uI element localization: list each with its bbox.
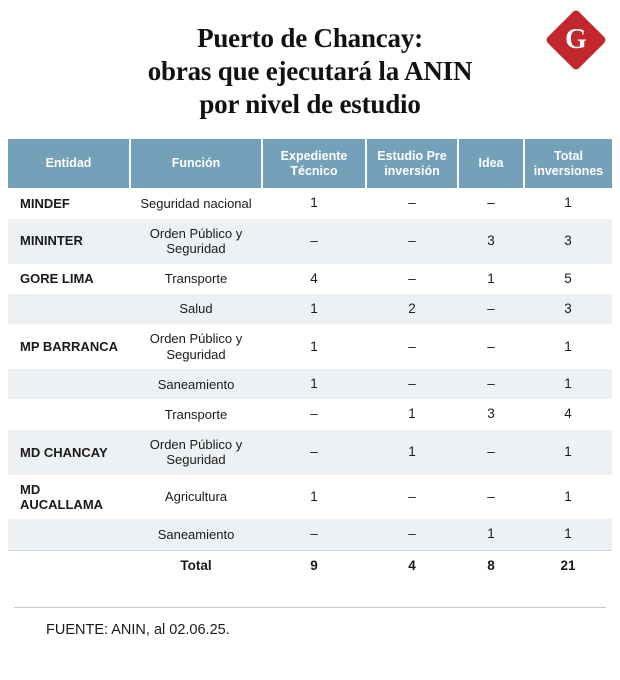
cell-estudio-pre-inversion: 1 — [366, 399, 458, 429]
cell-idea: – — [458, 475, 524, 520]
cell-funcion: Transporte — [130, 399, 262, 429]
table-row — [8, 369, 612, 399]
column-header-total-inversiones: Total inversiones — [524, 139, 612, 189]
page-title-line-3: por nivel de estudio — [199, 88, 421, 119]
table-row — [8, 294, 612, 324]
table-row — [8, 519, 612, 550]
cell-total-estudio-pre-inversion: 4 — [366, 550, 458, 581]
column-header-entidad: Entidad — [8, 139, 130, 189]
cell-estudio-pre-inversion: 2 — [366, 294, 458, 324]
cell-expediente-tecnico: 1 — [262, 475, 366, 520]
cell-idea: – — [458, 188, 524, 218]
cell-idea: 1 — [458, 264, 524, 294]
cell-total-inversiones: 1 — [524, 430, 612, 475]
cell-funcion: Agricultura — [130, 475, 262, 520]
cell-funcion: Saneamiento — [130, 369, 262, 399]
page-title-line-2: obras que ejecutará la ANIN — [147, 55, 473, 86]
cell-estudio-pre-inversion: – — [366, 264, 458, 294]
page-title-line-1: Puerto de Chancay: — [197, 23, 423, 53]
cell-funcion: Saneamiento — [130, 519, 262, 550]
cell-estudio-pre-inversion: – — [366, 519, 458, 550]
column-header-estudio-pre-inversion: Estudio Pre inversión — [366, 139, 458, 189]
page-title — [0, 0, 620, 121]
cell-entidad — [8, 369, 130, 399]
cell-entidad: MP BARRANCA — [8, 324, 130, 369]
table-body — [8, 188, 612, 581]
cell-idea: – — [458, 294, 524, 324]
table-row — [8, 430, 612, 475]
cell-entidad — [8, 399, 130, 429]
cell-funcion: Orden Público y Seguridad — [130, 430, 262, 475]
table-header — [8, 139, 612, 189]
cell-idea: – — [458, 324, 524, 369]
cell-expediente-tecnico: 1 — [262, 369, 366, 399]
cell-total-inversiones: 3 — [524, 219, 612, 264]
cell-entidad: MINDEF — [8, 188, 130, 218]
cell-expediente-tecnico: – — [262, 519, 366, 550]
investments-table — [8, 139, 612, 581]
cell-total-idea: 8 — [458, 550, 524, 581]
cell-idea: 3 — [458, 219, 524, 264]
cell-total-spacer — [8, 550, 130, 581]
column-header-funcion: Función — [130, 139, 262, 189]
cell-total-inversiones: 5 — [524, 264, 612, 294]
cell-expediente-tecnico: 1 — [262, 188, 366, 218]
cell-funcion: Transporte — [130, 264, 262, 294]
table-total-row — [8, 550, 612, 581]
table-row — [8, 399, 612, 429]
cell-funcion: Orden Público y Seguridad — [130, 219, 262, 264]
cell-total-inversiones: 1 — [524, 324, 612, 369]
column-header-idea: Idea — [458, 139, 524, 189]
cell-funcion: Orden Público y Seguridad — [130, 324, 262, 369]
cell-idea: – — [458, 369, 524, 399]
cell-expediente-tecnico: 1 — [262, 324, 366, 369]
cell-entidad: MD CHANCAY — [8, 430, 130, 475]
cell-estudio-pre-inversion: – — [366, 188, 458, 218]
cell-total-inversiones: 3 — [524, 294, 612, 324]
cell-estudio-pre-inversion: – — [366, 475, 458, 520]
cell-total-expediente-tecnico: 9 — [262, 550, 366, 581]
cell-expediente-tecnico: 4 — [262, 264, 366, 294]
source-note: FUENTE: ANIN, al 02.06.25. — [46, 621, 230, 638]
cell-estudio-pre-inversion: 1 — [366, 430, 458, 475]
cell-total-inversiones: 4 — [524, 399, 612, 429]
table-row — [8, 475, 612, 520]
cell-total-inversiones: 21 — [524, 550, 612, 581]
cell-total-inversiones: 1 — [524, 188, 612, 218]
cell-expediente-tecnico: 1 — [262, 294, 366, 324]
cell-entidad — [8, 519, 130, 550]
cell-expediente-tecnico: – — [262, 219, 366, 264]
cell-estudio-pre-inversion: – — [366, 369, 458, 399]
cell-funcion: Salud — [130, 294, 262, 324]
table-row — [8, 324, 612, 369]
cell-idea: 3 — [458, 399, 524, 429]
cell-total-inversiones: 1 — [524, 369, 612, 399]
cell-entidad: MININTER — [8, 219, 130, 264]
footer-divider — [14, 607, 606, 608]
cell-entidad: GORE LIMA — [8, 264, 130, 294]
table-header-row — [8, 139, 612, 189]
cell-entidad: MD AUCALLAMA — [8, 475, 130, 520]
brand-logo-letter: G — [565, 24, 587, 55]
cell-entidad — [8, 294, 130, 324]
cell-estudio-pre-inversion: – — [366, 324, 458, 369]
table-row — [8, 264, 612, 294]
cell-funcion: Seguridad nacional — [130, 188, 262, 218]
table-row — [8, 188, 612, 218]
table-row — [8, 219, 612, 264]
cell-expediente-tecnico: – — [262, 399, 366, 429]
cell-estudio-pre-inversion: – — [366, 219, 458, 264]
cell-total-inversiones: 1 — [524, 475, 612, 520]
cell-expediente-tecnico: – — [262, 430, 366, 475]
column-header-expediente-tecnico: Expediente Técnico — [262, 139, 366, 189]
cell-idea: 1 — [458, 519, 524, 550]
cell-idea: – — [458, 430, 524, 475]
data-table-container — [8, 139, 612, 581]
cell-total-label: Total — [130, 550, 262, 581]
cell-total-inversiones: 1 — [524, 519, 612, 550]
